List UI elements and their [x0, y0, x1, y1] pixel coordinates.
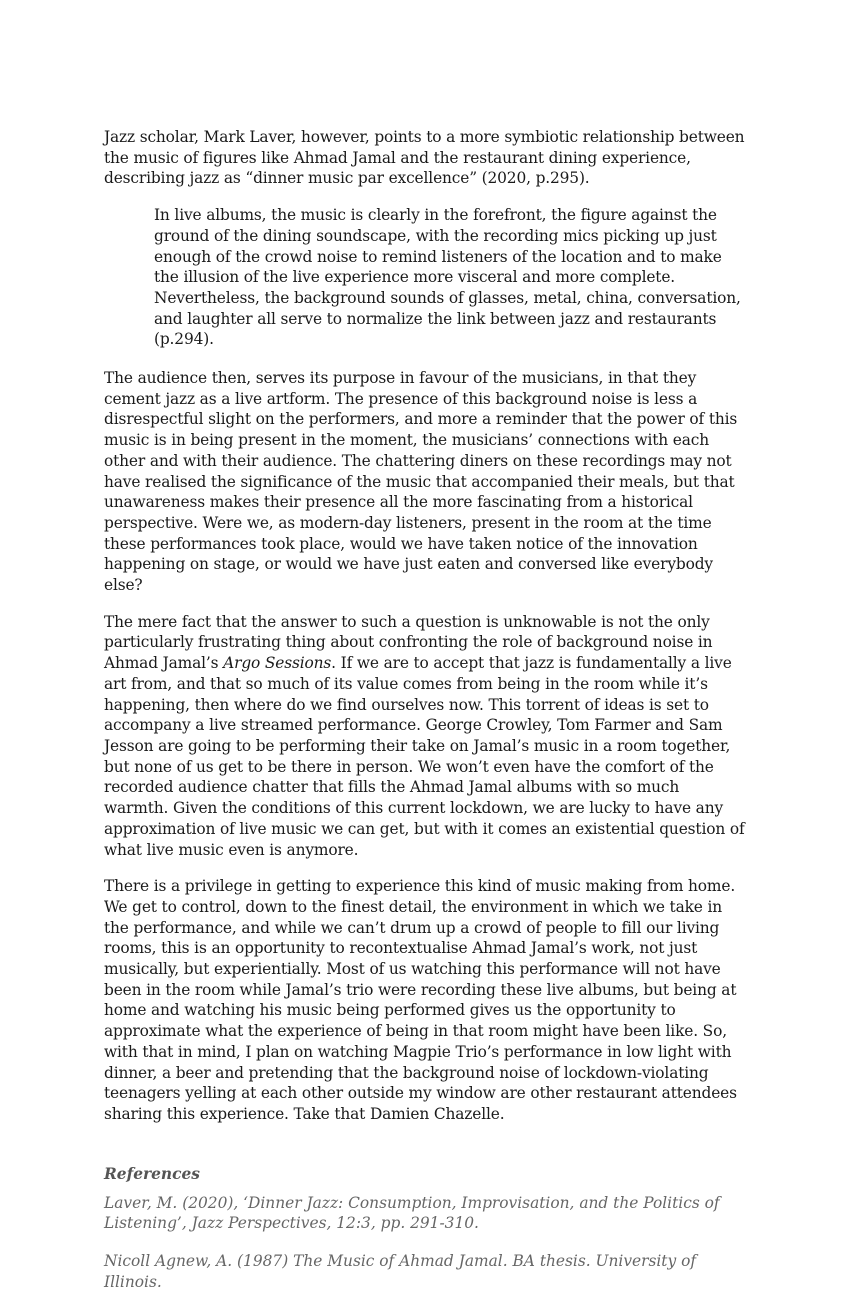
- references-heading: References: [104, 1164, 200, 1183]
- reference-item: Laver, M. (2020), ‘Dinner Jazz: Consumption, Improvisation, and the Politics of Listening’, Jazz Perspectives, 12:3, pp. 291-310.: [104, 1193, 720, 1233]
- paragraph-unknowable-part2: . If we are to accept that jazz is fundamentally a live art from, and that so much of its value comes from being in the room while it’s happening, then where do we find ourselves now. This torrent of ideas is set to accompany a live streamed performance. George Crowley, Tom Farmer and Sam Jesson are going to be performing their take on Jamal’s music in a room together, but none of us get to be there in person. We won’t even have the comfort of the recorded audience chatter that fills the Ahmad Jamal albums with so much warmth. Given the conditions of this current lockdown, we are lucky to have any approximation of live music we can get, but with it comes an existential question of what live music even is anymore.: [104, 654, 745, 859]
- paragraph-unknowable-part1: The mere fact that the answer to such a question is unknowable is not the only particularly frustrating thing about confronting the role of background noise in Ahmad Jamal’s: [104, 612, 713, 673]
- paragraph-intro: Jazz scholar, Mark Laver, however, points to a more symbiotic relationship between the music of figures like Ahmad Jamal and the restaurant dining experience, describing jazz as “dinner music par excellence” (2020, p.295).: [104, 128, 745, 188]
- paragraph-privilege: There is a privilege in getting to experience this kind of music making from home. We get to control, down to the finest detail, the environment in which we take in the performance, and while we can’t drum up a crowd of people to fill our living rooms, this is an opportunity to recontextualise Ahmad Jamal’s work, not just musically, but experientially. Most of us watching this performance will not have been in the room while Jamal’s trio were recording these live albums, but being at home and watching his music being performed gives us the opportunity to approximate what the experience of being in that room might have been like. So, with that in mind, I plan on watching Magpie Trio’s performance in low light with dinner, a beer and pretending that the background noise of lockdown-violating teenagers yelling at each other outside my window are other restaurant attendees sharing this experience. Take that Damien Chazelle.: [104, 877, 737, 1123]
- paragraph-unknowable: [104, 612, 746, 860]
- reference-item: Nicoll Agnew, A. (1987) The Music of Ahmad Jamal. BA thesis. University of Illinois.: [104, 1252, 697, 1291]
- album-title: Argo Sessions: [223, 654, 332, 673]
- block-quote: In live albums, the music is clearly in the forefront, the figure against the ground of the dining soundscape, with the recording mics picking up just enough of the crowd noise to remind listeners of the location and to make the illusion of the live experience more visceral and more complete. Nevertheless, the background sounds of glasses, metal, china, conversation, and laughter all serve to normalize the link between jazz and restaurants (p.294).: [154, 206, 741, 349]
- paragraph-audience: The audience then, serves its purpose in favour of the musicians, in that they cement jazz as a live artform. The presence of this background noise is less a disrespectful slight on the performers, and more a reminder that the power of this music is in being present in the moment, the musicians’ connections with each other and with their audience. The chattering diners on these recordings may not have realised the significance of the music that accompanied their meals, but that unawareness makes their presence all the more fascinating from a historical perspective. Were we, as modern-day listeners, present in the room at the time these performances took place, would we have taken notice of the innovation happening on stage, or would we have just eaten and conversed like everybody else?: [104, 369, 738, 595]
